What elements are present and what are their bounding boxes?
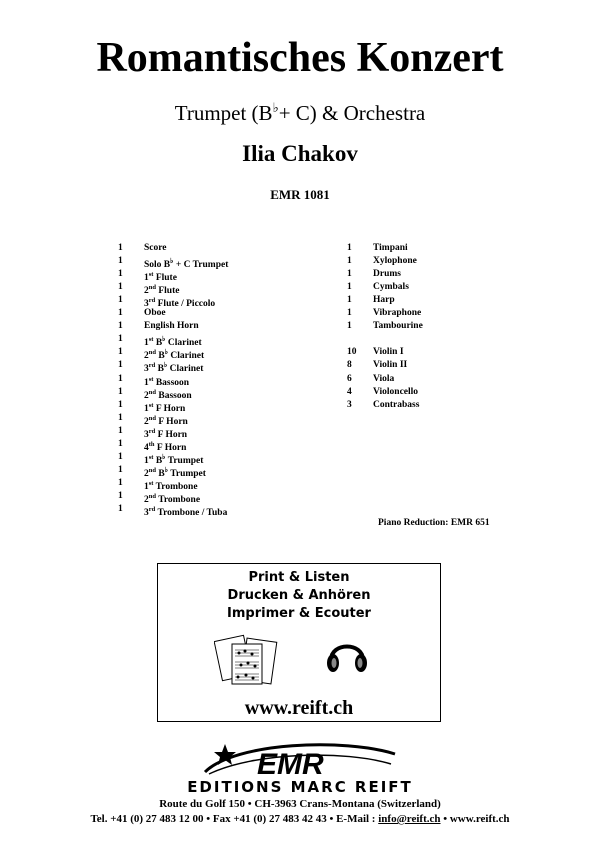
publisher-name: EDITIONS MARC REIFT <box>187 778 413 796</box>
part-name: 1st Trombone <box>144 479 198 493</box>
part-count: 1 <box>118 282 123 293</box>
subtitle-start: Trumpet (B <box>174 101 273 125</box>
part-count: 1 <box>347 282 352 293</box>
promo-line-2: Drucken & Anhören <box>227 588 371 603</box>
part-name: 1st Bassoon <box>144 375 190 388</box>
part-count: 1 <box>347 308 352 319</box>
part-name: Oboe <box>144 308 166 319</box>
parts-list-left <box>118 242 318 522</box>
part-name: 2nd B♭ Clarinet <box>144 348 205 362</box>
part-count: 1 <box>118 438 123 449</box>
part-count: 1 <box>347 295 352 306</box>
contact-phone-fax: Tel. +41 (0) 27 483 12 00 • Fax +41 (0) 27 483 42 43 • E-Mail : <box>90 813 379 825</box>
part-count: 1 <box>118 386 123 397</box>
title: Romantisches Konzert <box>96 35 504 81</box>
part-count: 1 <box>347 243 352 253</box>
part-count: 1 <box>118 269 123 280</box>
logo-text: EMR <box>257 748 324 781</box>
part-name: 1st B♭ Trumpet <box>144 452 204 466</box>
part-name: 1st B♭ Clarinet <box>144 335 202 349</box>
composer: Ilia Chakov <box>242 141 358 166</box>
part-name: 2nd Bassoon <box>144 388 192 401</box>
part-name: Violoncello <box>373 386 419 397</box>
part-name: 2nd Flute <box>144 284 180 297</box>
part-count: 1 <box>118 490 123 501</box>
part-name: Solo B♭ + C Trumpet <box>144 257 229 271</box>
part-name: Vibraphone <box>373 308 422 319</box>
part-name: Xylophone <box>373 256 417 267</box>
part-count: 1 <box>118 477 123 488</box>
part-count: 1 <box>347 256 352 267</box>
part-count: 1 <box>118 425 123 436</box>
part-name: 3rd Trombone / Tuba <box>144 506 228 519</box>
part-name: 2nd B♭ Trumpet <box>144 465 206 479</box>
sheet-music-icon <box>214 630 284 688</box>
part-name: Tambourine <box>373 321 423 332</box>
part-count: 10 <box>347 347 357 358</box>
part-count: 3 <box>347 399 352 410</box>
part-name: 3rd B♭ Clarinet <box>144 361 204 375</box>
part-count: 4 <box>347 386 352 397</box>
part-name: Viola <box>373 373 395 384</box>
part-name: Cymbals <box>373 282 409 293</box>
email-link[interactable]: info@reift.ch <box>378 813 441 825</box>
part-name: 3rd F Horn <box>144 427 188 440</box>
part-count: 1 <box>347 321 352 332</box>
part-count: 1 <box>118 412 123 423</box>
part-count: 1 <box>118 243 123 253</box>
part-name: Contrabass <box>373 399 420 410</box>
part-count: 1 <box>118 321 123 332</box>
part-name: Timpani <box>373 243 408 253</box>
part-name: Violin II <box>373 360 408 371</box>
catalog-number: EMR 1081 <box>270 187 330 202</box>
part-name: English Horn <box>144 321 199 332</box>
part-count: 1 <box>347 269 352 280</box>
promo-line-1: Print & Listen <box>248 570 350 585</box>
publisher-address: Route du Golf 150 • CH-3963 Crans-Montana (Switzerland) <box>159 798 441 810</box>
part-count: 1 <box>118 360 123 371</box>
part-name: 2nd Trombone <box>144 492 201 506</box>
part-count: 1 <box>118 295 123 306</box>
part-name: Harp <box>373 295 395 306</box>
part-count: 1 <box>118 256 123 267</box>
part-name: 2nd F Horn <box>144 414 188 427</box>
subtitle <box>0 100 600 126</box>
part-count: 1 <box>118 347 123 358</box>
piano-reduction: Piano Reduction: EMR 651 <box>378 518 490 528</box>
publisher-contact <box>0 813 600 825</box>
headphones-icon <box>324 632 370 678</box>
part-name: Score <box>144 243 167 253</box>
promo-line-3: Imprimer & Ecouter <box>227 606 371 621</box>
part-count: 8 <box>347 360 352 371</box>
part-name: Violin I <box>373 347 404 358</box>
part-count: 1 <box>118 334 123 345</box>
parts-list-right <box>347 242 547 442</box>
part-name: 4th F Horn <box>144 440 187 453</box>
contact-website[interactable]: • www.reift.ch <box>440 813 510 825</box>
flat-sign: ♭ <box>272 100 279 115</box>
part-name: 1st Flute <box>144 271 177 284</box>
part-count: 1 <box>118 373 123 384</box>
part-count: 1 <box>118 308 123 319</box>
part-count: 1 <box>118 451 123 462</box>
subtitle-end: + C) & Orchestra <box>278 101 426 125</box>
part-count: 1 <box>118 504 123 514</box>
part-name: 1st F Horn <box>144 401 186 414</box>
part-count: 1 <box>118 399 123 410</box>
part-name: 3rd Flute / Piccolo <box>144 297 216 310</box>
promo-website[interactable]: www.reift.ch <box>244 697 354 719</box>
part-count: 6 <box>347 373 352 384</box>
part-count: 1 <box>118 464 123 475</box>
part-name: Drums <box>373 269 401 280</box>
promo-box <box>157 563 441 722</box>
